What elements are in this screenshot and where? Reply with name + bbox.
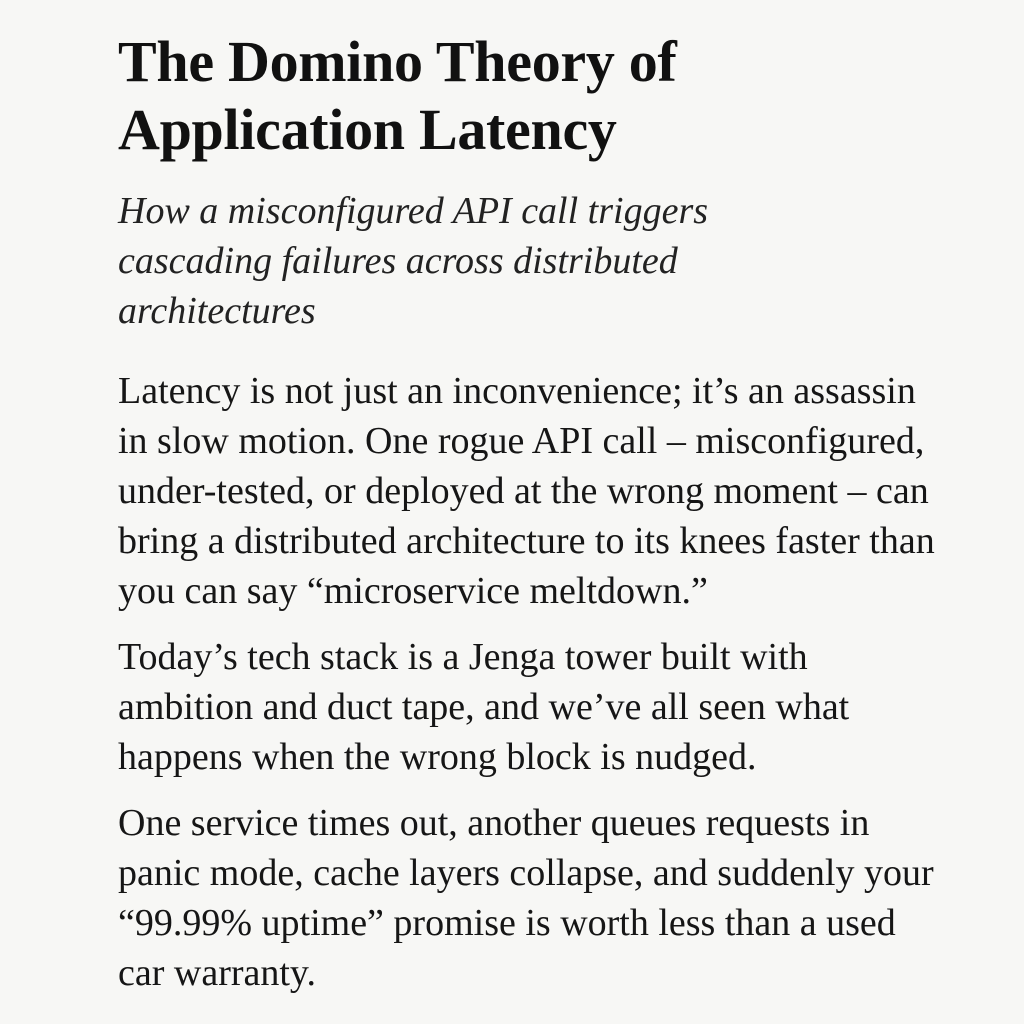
- article-paragraph: Latency is not just an inconvenience; it’s an assassin in slow motion. One rogue API call – misconfigured, under-tested, or deployed at the wrong moment – can bring a distributed architecture to its knees faster than you can say “microservice meltdown.”: [118, 370, 935, 612]
- article-subtitle: How a misconfigured API call triggers cascading failures across distributed architectures: [118, 190, 709, 332]
- article-title: The Domino Theory of Application Latency: [118, 29, 677, 162]
- article: [118, 28, 938, 998]
- article-paragraph: Today’s tech stack is a Jenga tower built with ambition and duct tape, and we’ve all seen what happens when the wrong block is nudged.: [118, 636, 850, 778]
- article-paragraph: One service times out, another queues requests in panic mode, cache layers collapse, and suddenly your “99.99% uptime” promise is worth less than a used car warranty.: [118, 802, 934, 994]
